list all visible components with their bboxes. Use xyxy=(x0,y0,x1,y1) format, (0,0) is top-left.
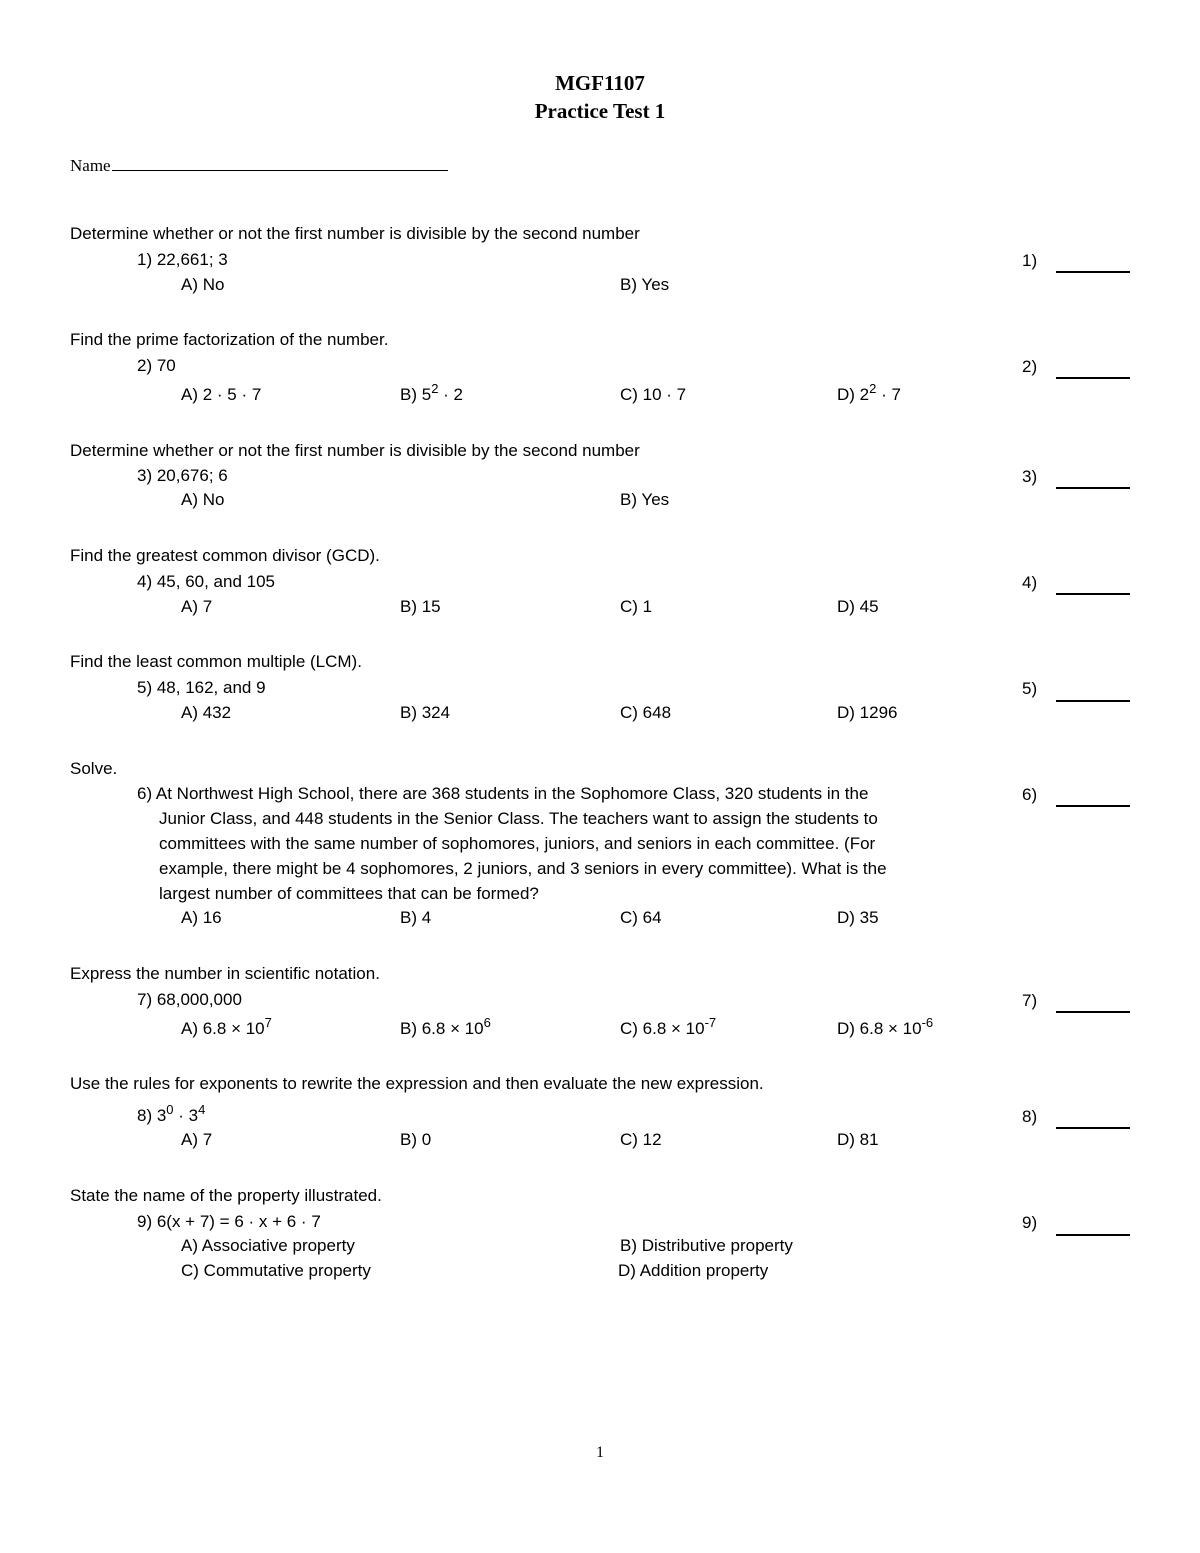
question-6-option-a: A) 16 xyxy=(181,908,222,927)
q2-d-base: D) 2 xyxy=(837,385,870,404)
q7-c-base: C) 6.8 × 10 xyxy=(620,1019,705,1038)
instruction-1: Determine whether or not the first number is divisible by the second number xyxy=(70,224,640,243)
question-5-option-a: A) 432 xyxy=(181,703,232,722)
instruction-8: Use the rules for exponents to rewrite the expression and then evaluate the new expression. xyxy=(70,1074,764,1093)
answer-number-6: 6) xyxy=(1022,785,1038,804)
question-9-option-a: A) Associative property xyxy=(181,1236,355,1255)
instruction-9: State the name of the property illustrated. xyxy=(70,1186,382,1205)
q8-exponent-1: 0 xyxy=(166,1102,174,1117)
question-7-option-b xyxy=(400,1017,491,1041)
instruction-4: Find the greatest common divisor (GCD). xyxy=(70,546,380,565)
course-title: MGF1107 xyxy=(555,71,645,95)
q7-b-base: B) 6.8 × 10 xyxy=(400,1019,484,1038)
answer-number-9: 9) xyxy=(1022,1213,1038,1232)
answer-number-8: 8) xyxy=(1022,1107,1038,1126)
answer-number-2: 2) xyxy=(1022,357,1038,376)
question-4-text: 4) 45, 60, and 105 xyxy=(137,572,276,591)
q7-d-base: D) 6.8 × 10 xyxy=(837,1019,922,1038)
question-7-option-d xyxy=(837,1017,933,1041)
instruction-3: Determine whether or not the first number is divisible by the second number xyxy=(70,441,640,460)
q2-b-base: B) 5 xyxy=(400,385,432,404)
question-2-option-a: A) 2 · 5 · 7 xyxy=(181,385,262,404)
question-6-line-3: committees with the same number of sophomores, juniors, and seniors in each committee. (For xyxy=(159,834,876,853)
question-6-text xyxy=(137,781,887,906)
q7-c-exponent: -7 xyxy=(704,1015,717,1030)
question-3-text: 3) 20,676; 6 xyxy=(137,466,228,485)
question-9-option-c: C) Commutative property xyxy=(181,1261,371,1280)
q7-d-exponent: -6 xyxy=(921,1015,934,1030)
answer-blank-5[interactable] xyxy=(1056,700,1130,702)
question-2-option-c: C) 10 · 7 xyxy=(620,385,687,404)
question-2-option-d xyxy=(837,383,901,407)
question-5-option-b: B) 324 xyxy=(400,703,451,722)
q2-d-rest: · 7 xyxy=(876,385,901,404)
instruction-7: Express the number in scientific notation. xyxy=(70,964,380,983)
answer-blank-2[interactable] xyxy=(1056,377,1130,379)
q7-a-base: A) 6.8 × 10 xyxy=(181,1019,265,1038)
page-number: 1 xyxy=(596,1444,604,1461)
answer-blank-6[interactable] xyxy=(1056,805,1130,807)
name-row xyxy=(70,153,448,176)
answer-number-7: 7) xyxy=(1022,991,1038,1010)
name-blank-line xyxy=(112,153,448,171)
question-4-option-c: C) 1 xyxy=(620,597,653,616)
q2-b-exponent: 2 xyxy=(431,381,439,396)
question-8-option-b: B) 0 xyxy=(400,1130,432,1149)
instruction-5: Find the least common multiple (LCM). xyxy=(70,652,362,671)
question-6-option-d: D) 35 xyxy=(837,908,879,927)
q8-base-1: 8) 3 xyxy=(137,1106,167,1125)
answer-blank-3[interactable] xyxy=(1056,487,1130,489)
question-6-option-c: C) 64 xyxy=(620,908,662,927)
question-6-line-4: example, there might be 4 sophomores, 2 juniors, and 3 seniors in every committee). What is the xyxy=(159,859,887,878)
q2-d-exponent: 2 xyxy=(869,381,877,396)
question-4-option-a: A) 7 xyxy=(181,597,213,616)
question-8-option-a: A) 7 xyxy=(181,1130,213,1149)
q7-a-exponent: 7 xyxy=(264,1015,272,1030)
question-1-option-b: B) Yes xyxy=(620,275,670,294)
question-6-line-2: Junior Class, and 448 students in the Senior Class. The teachers want to assign the students to xyxy=(159,809,878,828)
question-3-option-b: B) Yes xyxy=(620,490,670,509)
question-4-option-b: B) 15 xyxy=(400,597,441,616)
question-4-option-d: D) 45 xyxy=(837,597,879,616)
instruction-2: Find the prime factorization of the number. xyxy=(70,330,389,349)
question-5-option-c: C) 648 xyxy=(620,703,672,722)
question-9-text: 9) 6(x + 7) = 6 · x + 6 · 7 xyxy=(137,1212,321,1231)
answer-number-3: 3) xyxy=(1022,467,1038,486)
question-8-option-c: C) 12 xyxy=(620,1130,662,1149)
instruction-6: Solve. xyxy=(70,759,118,778)
question-2-text: 2) 70 xyxy=(137,356,176,375)
name-label: Name xyxy=(70,156,111,175)
question-6-line-5: largest number of committees that can be formed? xyxy=(159,884,539,903)
q8-base-2: · 3 xyxy=(173,1106,199,1125)
question-5-text: 5) 48, 162, and 9 xyxy=(137,678,266,697)
answer-blank-8[interactable] xyxy=(1056,1127,1130,1129)
answer-number-5: 5) xyxy=(1022,679,1038,698)
q7-b-exponent: 6 xyxy=(483,1015,491,1030)
answer-blank-7[interactable] xyxy=(1056,1011,1130,1013)
question-7-option-c xyxy=(620,1017,716,1041)
question-5-option-d: D) 1296 xyxy=(837,703,898,722)
question-9-option-d: D) Addition property xyxy=(618,1261,769,1280)
answer-blank-1[interactable] xyxy=(1056,271,1130,273)
question-7-text: 7) 68,000,000 xyxy=(137,990,242,1009)
answer-number-4: 4) xyxy=(1022,573,1038,592)
question-6-option-b: B) 4 xyxy=(400,908,432,927)
question-2-option-b xyxy=(400,383,463,407)
question-7-option-a xyxy=(181,1017,272,1041)
answer-blank-9[interactable] xyxy=(1056,1234,1130,1236)
question-1-text: 1) 22,661; 3 xyxy=(137,250,228,269)
question-8-option-d: D) 81 xyxy=(837,1130,879,1149)
answer-blank-4[interactable] xyxy=(1056,593,1130,595)
q2-b-rest: · 2 xyxy=(438,385,463,404)
q8-exponent-2: 4 xyxy=(198,1102,206,1117)
test-title: Practice Test 1 xyxy=(534,99,666,123)
question-1-option-a: A) No xyxy=(181,275,225,294)
question-9-option-b: B) Distributive property xyxy=(620,1236,793,1255)
question-3-option-a: A) No xyxy=(181,490,225,509)
answer-number-1: 1) xyxy=(1022,251,1038,270)
question-6-line-1: 6) At Northwest High School, there are 368 students in the Sophomore Class, 320 students in the xyxy=(137,784,869,803)
question-8-text xyxy=(137,1103,205,1128)
